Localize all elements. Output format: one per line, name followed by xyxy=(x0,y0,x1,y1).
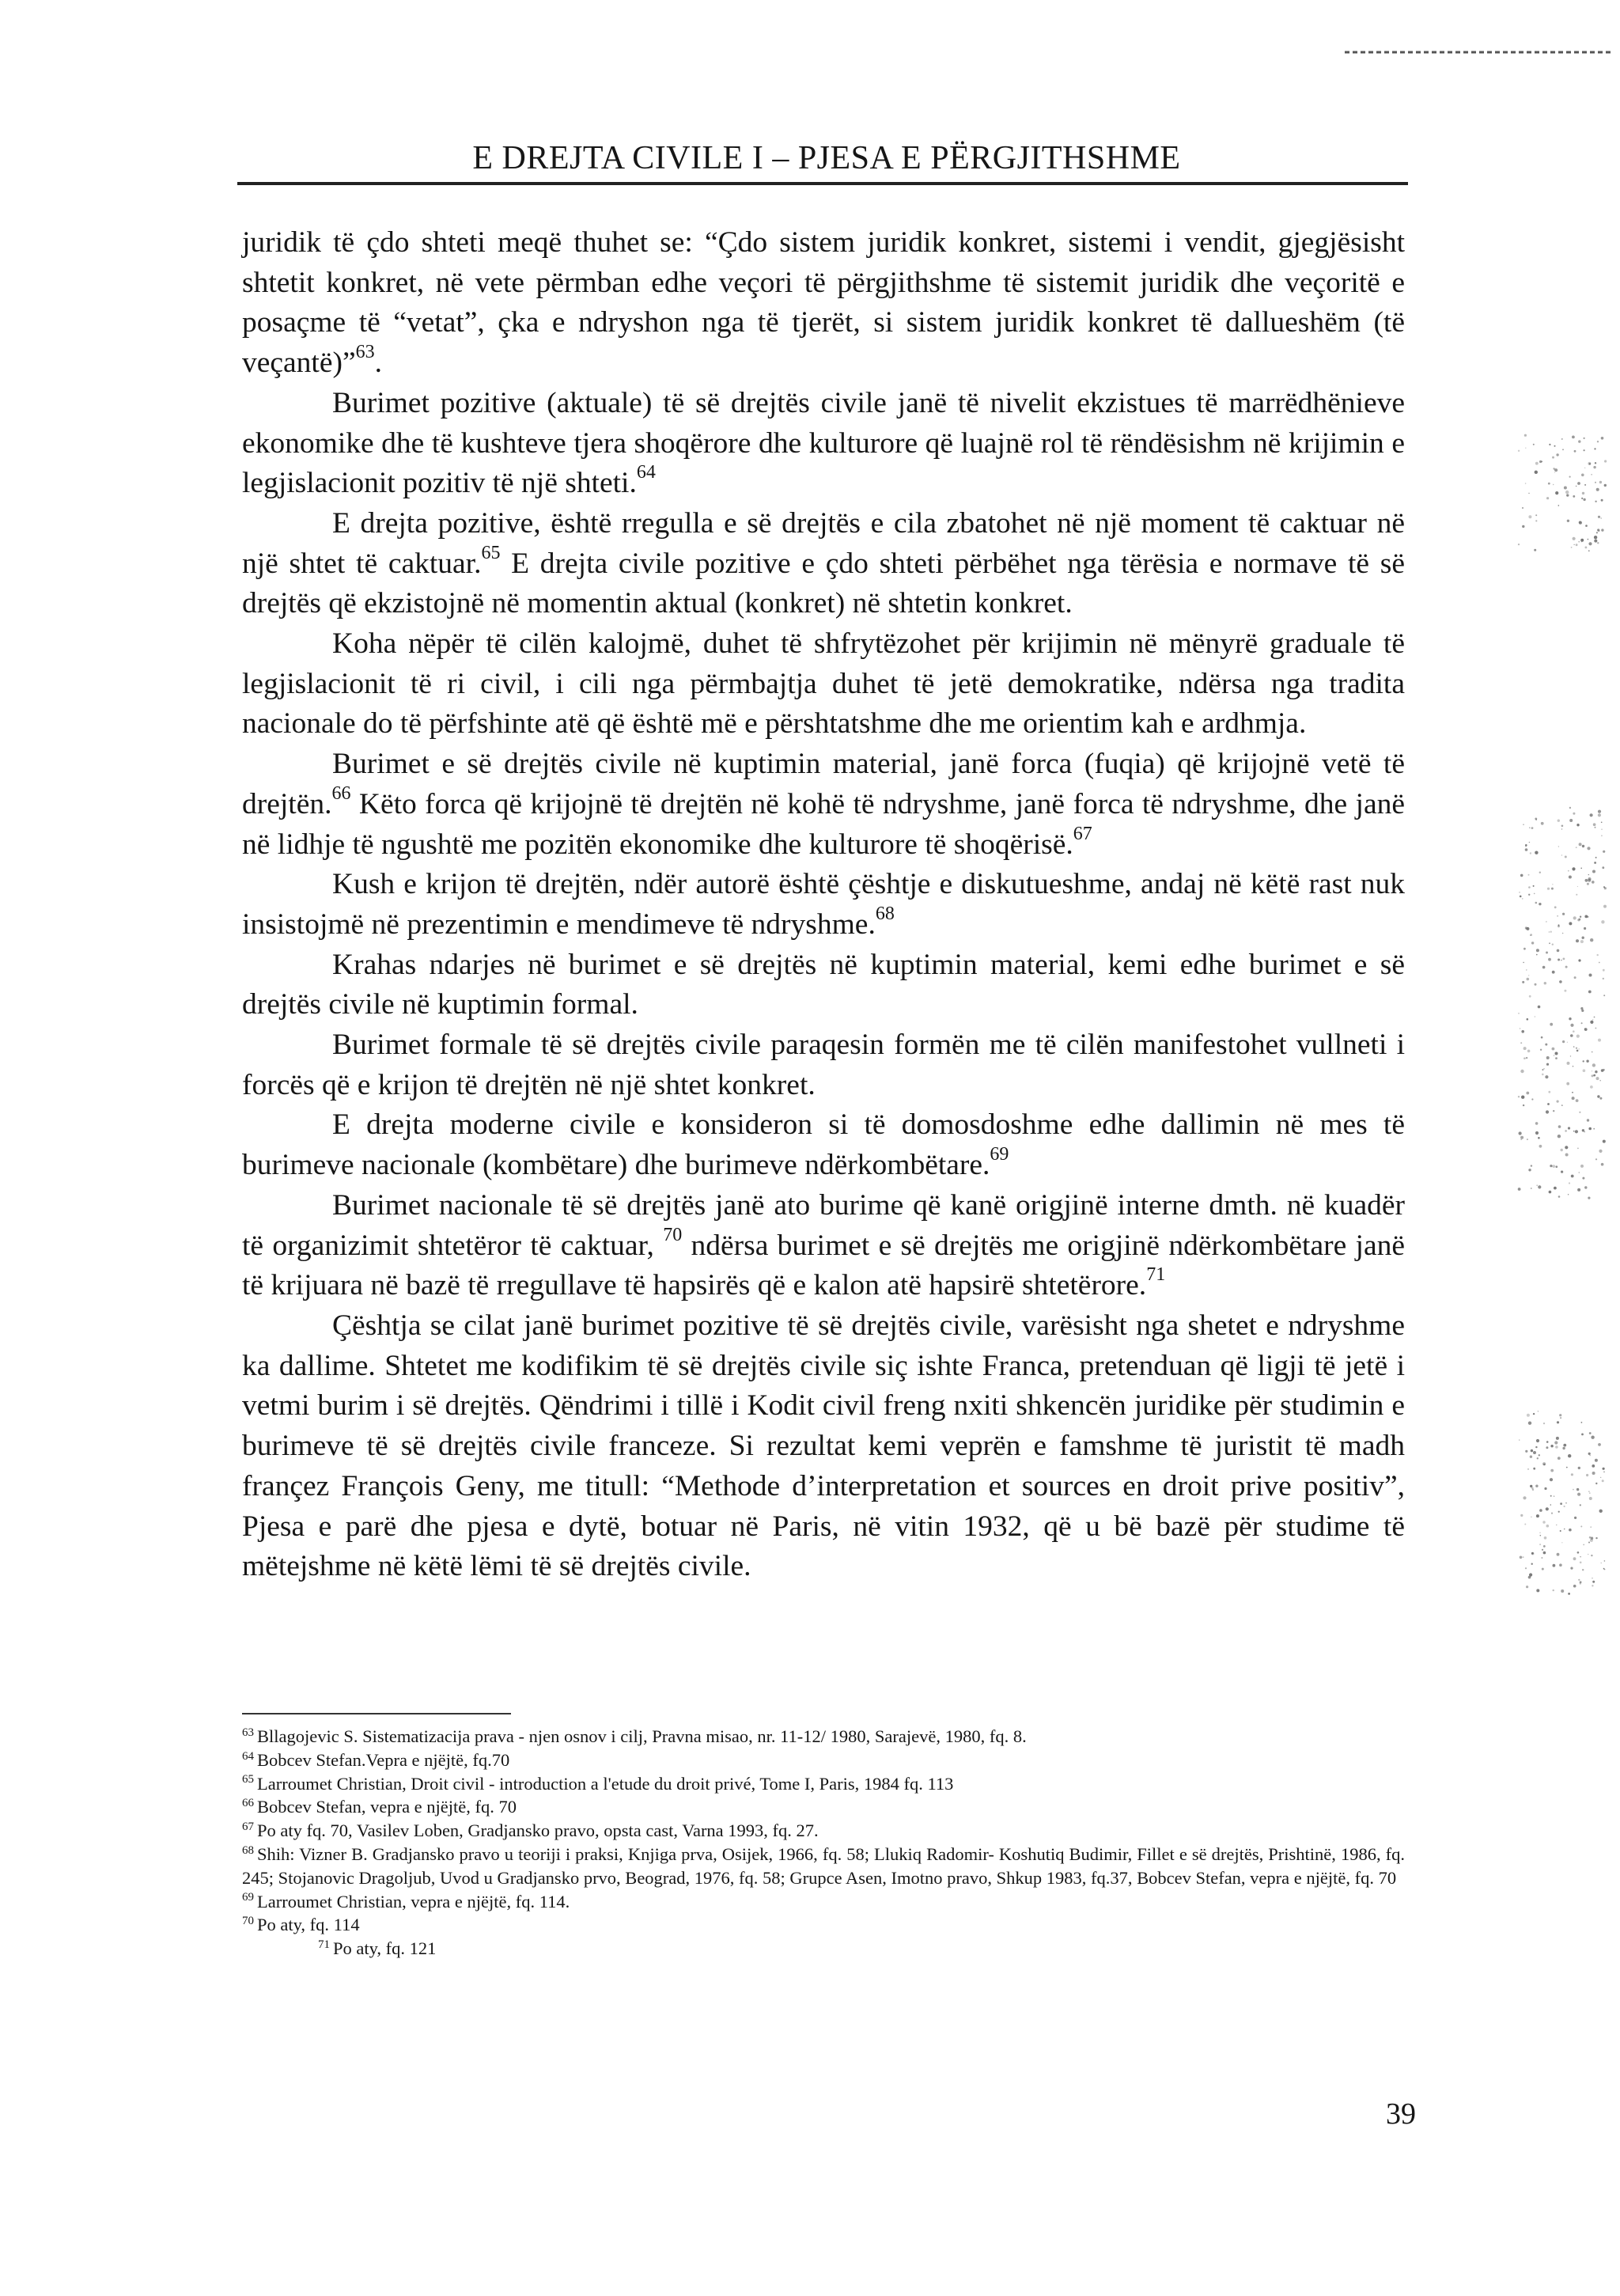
scan-margin-speckle xyxy=(1503,316,1620,1820)
footnote-number: 65 xyxy=(242,1773,254,1786)
paragraph xyxy=(242,865,1405,945)
paragraph xyxy=(242,223,1405,384)
footnote-number: 66 xyxy=(242,1797,254,1810)
paragraph xyxy=(242,504,1405,624)
footnote-number: 67 xyxy=(242,1820,254,1833)
paragraph-text: Koha nëpër të cilën kalojmë, duhet të shfrytëzohet për krijimin në mënyrë graduale të legjislacionit të ri civil, i cili nga përmbajtja duhet të jetë demokratike, ndërsa nga tradita nacionale do të përfshinte atë që është më e përshtatshme dhe me orientim kah e ardhmja. xyxy=(242,627,1405,741)
footnote-number: 70 xyxy=(242,1915,254,1928)
footnote-ref: 69 xyxy=(990,1144,1009,1165)
paragraph xyxy=(242,945,1405,1025)
footnote-ref: 66 xyxy=(331,782,351,804)
footnote xyxy=(242,1913,1405,1937)
paragraph-text: Burimet pozitive (aktuale) të së drejtës civile janë të nivelit ekzistues të marrëdhënieve ekonomike dhe të kushteve tjera shoqërore dhe kulturore që luajnë rol të rëndësishm në krijimin e legjislacionit pozitiv të një shteti. xyxy=(242,386,1405,500)
paragraph xyxy=(242,1105,1405,1185)
footnote-ref: 65 xyxy=(481,542,501,563)
footnote xyxy=(242,1843,1405,1890)
paragraph-text: Çështja se cilat janë burimet pozitive të së drejtës civile, varësisht nga shetet e ndryshme ka dallime. Shtetet me kodifikim të së drejtës civile siç ishte Franca, pretenduan që ligji të jetë i vetmi burim i së drejtës. Qëndrimi i tillë i Kodit civil freng nxiti shkencën juridike për studimin e burimeve të së drejtës civile franceze. Si rezultat kemi veprën e famshme të juristit të madh françez François Geny, me titull: “Methode d’interpretation et sources en droit prive positiv”, Pjesa e parë dhe pjesa e dytë, botuar në Paris, në vitin 1932, që u bë bazë për studime të mëtejshme në këtë lëmi të së drejtës civile. xyxy=(242,1309,1405,1583)
footnote xyxy=(242,1795,1405,1819)
paragraph xyxy=(242,1306,1405,1587)
paragraph xyxy=(242,744,1405,865)
footnote-number: 68 xyxy=(242,1843,254,1857)
footnote-number: 69 xyxy=(242,1891,254,1904)
paragraph xyxy=(242,1186,1405,1306)
footnote-text: Larroumet Christian, vepra e njëjtë, fq. 114. xyxy=(257,1891,570,1911)
paragraph xyxy=(242,384,1405,504)
footnotes xyxy=(242,1725,1405,1961)
paragraph-text: Burimet nacionale të së drejtës janë ato burime që kanë origjinë interne dmth. në kuadër të organizimit shtetëror të caktuar, xyxy=(242,1188,1405,1262)
paragraph-text: ndërsa burimet e së drejtës me origjinë ndërkombëtare janë të krijuara në bazë të rregullave të hapsirës që e kalon atë hapsirë shtetërore. xyxy=(242,1229,1405,1302)
paragraph-text: Burimet e së drejtës civile në kuptimin material, janë forca (fuqia) që krijojnë vetë të drejtën. xyxy=(242,748,1405,820)
footnote-text: Po aty, fq. 114 xyxy=(257,1915,360,1935)
page-header-title: E DREJTA CIVILE I – PJESA E PËRGJITHSHME xyxy=(472,140,1181,176)
footnote-text: Po aty fq. 70, Vasilev Loben, Gradjansko pravo, opsta cast, Varna 1993, fq. 27. xyxy=(257,1821,819,1841)
page-number: 39 xyxy=(1386,2097,1416,2131)
footnote-text: Shih: Vizner B. Gradjansko pravo u teoriji i praksi, Knjiga prva, Osijek, 1966, fq. 58; Llukiq Radomir- Koshutiq Budimir, Fillet e së drejtës, Prishtinë, 1986, fq. 245; Stojanovic Dragoljub, Uvod u Gradjansko prvo, Beograd, 1976, fq. 58; Grupce Asen, Imotno pravo, Shkup 1983, fq.37, Bobcev Stefan, vepra e njëjtë, fq. 70 xyxy=(242,1843,1405,1888)
footnote-text: Po aty, fq. 121 xyxy=(333,1938,437,1959)
paragraph-text: Krahas ndarjes në burimet e së drejtës në kuptimin material, kemi edhe burimet e së drejtës civile në kuptimin formal. xyxy=(242,948,1405,1021)
footnote-ref: 68 xyxy=(875,903,895,924)
footnote-number: 71 xyxy=(318,1938,330,1951)
header-rule xyxy=(237,182,1408,185)
paragraph-text: E drejta civile pozitive e çdo shteti përbëhet nga tërësia e normave të së drejtës që ekzistojnë në momentin aktual (konkret) në shtetin konkret. xyxy=(242,547,1405,620)
footnote-separator xyxy=(242,1713,511,1714)
footnote xyxy=(242,1749,1405,1772)
footnote-ref: 63 xyxy=(355,342,375,363)
paragraph xyxy=(242,624,1405,744)
footnote-number: 63 xyxy=(242,1726,254,1739)
footnote xyxy=(242,1772,1405,1796)
footnote-text: Bobcev Stefan, vepra e njëjtë, fq. 70 xyxy=(257,1797,517,1817)
paragraph-text: Këto forca që krijojnë të drejtën në kohë të ndryshme, janë forca të ndryshme, dhe janë në lidhje të ngushtë me pozitën ekonomike dhe kulturore të shoqërisë. xyxy=(242,787,1405,861)
paragraph-text: E drejta pozitive, është rregulla e së drejtës e cila zbatohet në një moment të caktuar në një shtet të caktuar. xyxy=(242,506,1405,580)
footnote xyxy=(242,1725,1405,1749)
footnote xyxy=(242,1819,1405,1843)
footnote-ref: 71 xyxy=(1146,1264,1166,1286)
scan-dash-mark xyxy=(1345,49,1614,55)
paragraph-text: Burimet formale të së drejtës civile paraqesin formën me të cilën manifestohet vullneti i forcës që e krijon të drejtën në një shtet konkret. xyxy=(242,1029,1405,1101)
footnote-ref: 64 xyxy=(636,462,656,483)
paragraph-text: juridik të çdo shteti meqë thuhet se: “Çdo sistem juridik konkret, sistemi i vendit, gjegjësisht shtetit konkret, në vete përmban edhe veçori të përgjithshme të sistemit juridik dhe veçoritë e posaçme të “vetat”, çka e ndryshon nga të tjerët, si sistem juridik konkret të dallueshëm (të veçantë)” xyxy=(242,226,1405,380)
footnote-ref: 70 xyxy=(663,1224,683,1245)
footnote-ref: 67 xyxy=(1073,823,1092,844)
paragraph-text: Kush e krijon të drejtën, ndër autorë është çështje e diskutueshme, andaj në këtë rast nuk insistojmë në prezentimin e mendimeve të ndryshme. xyxy=(242,868,1405,941)
body-text xyxy=(242,223,1405,1587)
footnote-text: Larroumet Christian, Droit civil - introduction a l'etude du droit privé, Tome I, Paris, 1984 fq. 113 xyxy=(257,1773,954,1794)
footnote-number: 64 xyxy=(242,1749,254,1763)
paragraph xyxy=(242,1025,1405,1105)
footnote xyxy=(242,1937,1405,1961)
footnote xyxy=(242,1890,1405,1914)
paragraph-text: E drejta moderne civile e konsideron si të domosdoshme edhe dallimin në mes të burimeve nacionale (kombëtare) dhe burimeve ndërkombëtare. xyxy=(242,1108,1405,1182)
footnote-text: Bobcev Stefan.Vepra e njëjtë, fq.70 xyxy=(257,1749,510,1770)
paragraph-text: . xyxy=(374,347,383,380)
footnote-text: Bllagojevic S. Sistematizacija prava - njen osnov i cilj, Pravna misao, nr. 11-12/ 1980, Sarajevë, 1980, fq. 8. xyxy=(257,1726,1027,1746)
